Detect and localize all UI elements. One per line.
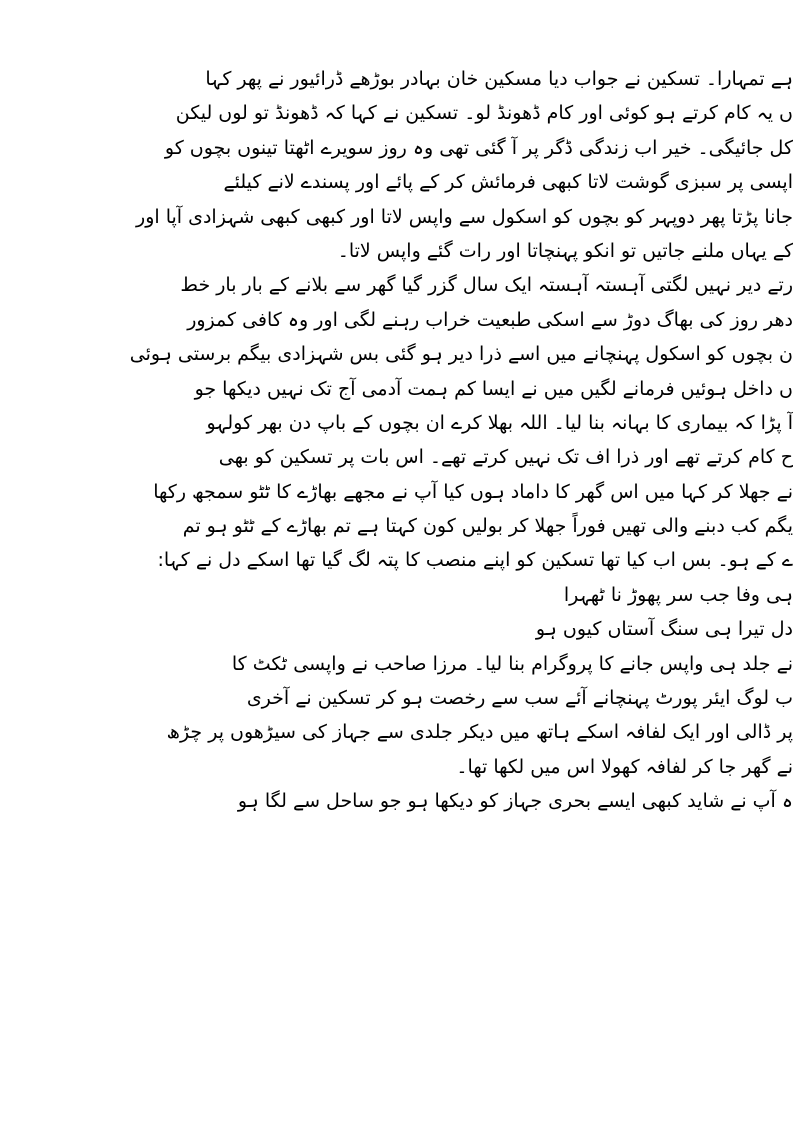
text-line-1: ہے تمہارا۔ تسکین نے جواب دیا مسکین خان بہادر بوڑھے ڈرائیور نے پھر کہا	[205, 68, 793, 90]
text-line-18: پر ڈالی اور ایک لفافہ اسکے ہاتھ میں دیکر جلدی سے جہاز کی سیڑھوں پر چڑھ	[166, 721, 793, 744]
text-line-11: آ پڑا کہ بیماری کا بہانہ بنا لیا۔ اللہ بھلا کرے ان بچوں کے باپ دن بھر کولہو	[206, 411, 793, 434]
text-line-9: ن بچوں کو اسکول پہنچانے میں اسے ذرا دیر ہو گئی بس شہزادی بیگم برستی ہوئی	[129, 343, 793, 366]
text-line-20: ہ آپ نے شاید کبھی ایسے بحری جہاز کو دیکھا ہو جو ساحل سے لگا ہو	[237, 790, 793, 813]
text-line-2: ں یہ کام کرتے ہو کوئی اور کام ڈھونڈ لو۔ تسکین نے کہا کہ ڈھونڈ تو لوں لیکن	[175, 102, 793, 125]
text-line-5: جانا پڑتا پھر دوپہر کو بچوں کو اسکول سے واپس لاتا اور کبھی کبھی شہزادی آپا اور	[136, 205, 793, 228]
poetry-line-2: دل تیرا ہی سنگ آستاں کیوں ہو	[535, 618, 793, 641]
poetry-line-1: ہی وفا جب سر پھوڑ نا ٹھہرا	[563, 583, 793, 606]
text-line-4: اپسی پر سبزی گوشت لاتا کبھی فرمائش کر کے پائے اور پسندے لانے کیلئے	[223, 171, 793, 194]
text-line-6: کے یہاں ملنے جاتیں تو انکو پہنچاتا اور رات گئے واپس لاتا۔	[337, 239, 793, 262]
text-line-19: نے گھر جا کر لفافہ کھولا اس میں لکھا تھا۔	[456, 755, 793, 778]
urdu-text-body	[93, 62, 793, 819]
text-line-14: یگم کب دبنے والی تھیں فوراً جھلا کر بولیں کون کہتا ہے تم بھاڑے کے ٹٹو ہو تم	[182, 515, 793, 538]
text-line-13: نے جھلا کر کہا میں اس گھر کا داماد ہوں کیا آپ نے مجھے بھاڑے کا ٹٹو سمجھ رکھا	[153, 480, 793, 503]
text-line-7: رتے دیر نہیں لگتی آہستہ آہستہ ایک سال گزر گیا گھر سے بلانے کے بار بار خط	[180, 274, 793, 297]
text-line-16: نے جلد ہی واپس جانے کا پروگرام بنا لیا۔ مرزا صاحب نے واپسی ٹکٹ کا	[231, 652, 793, 675]
text-line-3: کل جائیگی۔ خیر اب زندگی ڈگر پر آ گئی تھی وہ روز سویرے اٹھتا تینوں بچوں کو	[164, 136, 793, 159]
text-line-15: ے کے ہو۔ بس اب کیا تھا تسکین کو اپنے منصب کا پتہ لگ گیا تھا اسکے دل نے کہا:	[157, 549, 793, 572]
text-line-12: ح کام کرتے تھے اور ذرا اف تک نہیں کرتے تھے۔ اس بات پر تسکین کو بھی	[218, 446, 793, 469]
text-line-10: ں داخل ہوئیں فرمانے لگیں میں نے ایسا کم ہمت آدمی آج تک نہیں دیکھا جو	[194, 377, 793, 400]
text-line-17: ب لوگ ایئر پورٹ پہنچانے آئے سب سے رخصت ہو کر تسکین نے آخری	[246, 687, 793, 710]
text-line-8: دھر روز کی بھاگ دوڑ سے اسکی طبعیت خراب رہنے لگی اور وہ کافی کمزور	[187, 308, 793, 331]
